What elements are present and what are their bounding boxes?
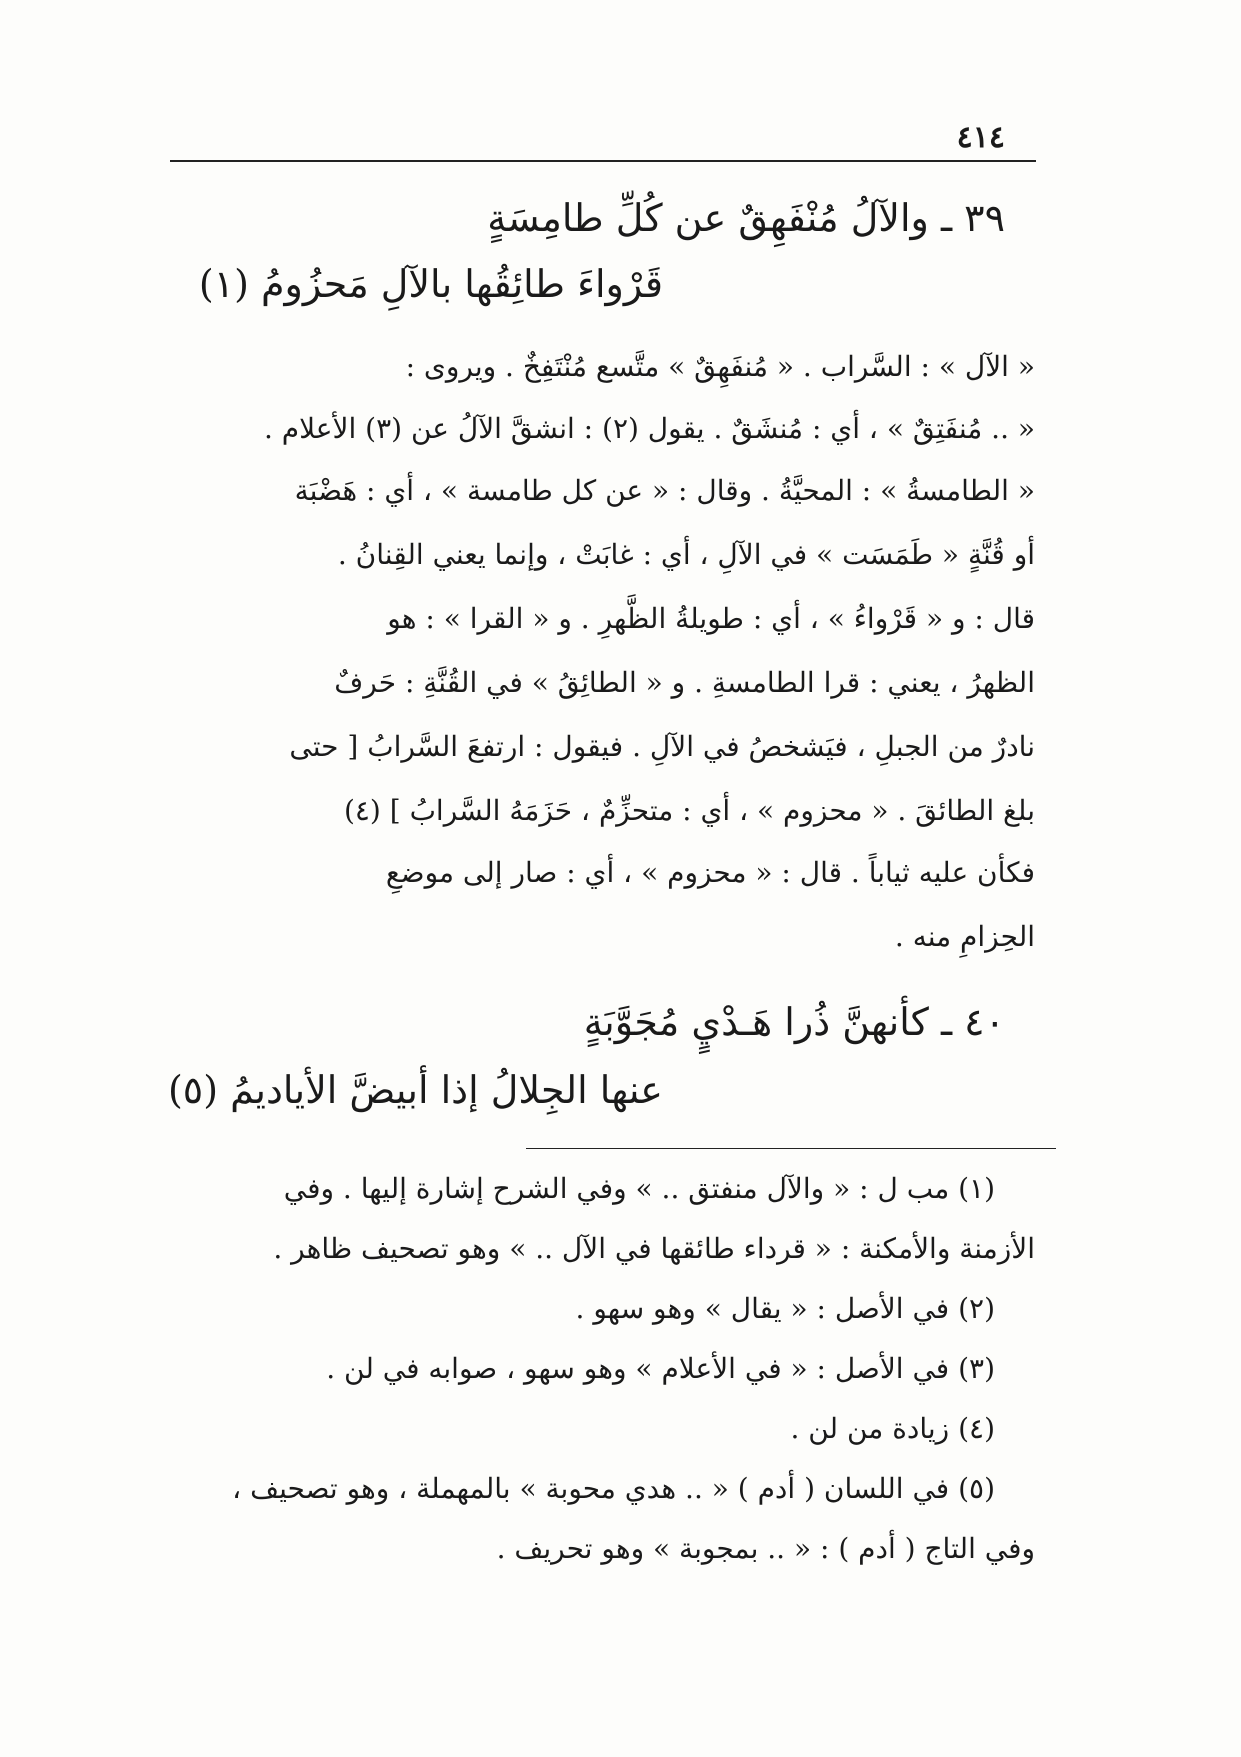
verse-39-line-1: ٣٩ ـ والآلُ مُنْفَهِقٌ عن كُلِّ طامِسَةٍ <box>487 196 1005 240</box>
commentary-line: نادرٌ من الجبلِ ، فيَشخصُ في الآلِ . فيقول : ارتفعَ السَّرابُ [ حتى <box>289 730 1035 763</box>
footnote-5: (٥) في اللسان ( أدم ) « .. هدي محوبة » بالمهملة ، وهو تصحيف ، <box>232 1472 995 1505</box>
verse-40-line-2: عنها الجِلالُ إذا أبيضَّ الأياديمُ (٥) <box>167 1068 663 1112</box>
verse-39-line-2: قَرْواءَ طائِقُها بالآلِ مَحزُومُ (١) <box>198 262 663 306</box>
commentary-line: الظهرُ ، يعني : قرا الطامسةِ . و « الطائِقُ » في القُنَّةِ : حَرفٌ <box>334 666 1035 699</box>
footnote-5-cont: وفي التاج ( أدم ) : « .. بمجوبة » وهو تحريف . <box>496 1532 1035 1565</box>
footnote-2: (٢) في الأصل : « يقال » وهو سهو . <box>575 1292 995 1325</box>
footnote-1: (١) مب ل : « والآل منفتق .. » وفي الشرح إشارة إليها . وفي <box>283 1172 995 1205</box>
commentary-line: « الطامسةُ » : المحيَّةُ . وقال : « عن كل طامسة » ، أي : هَضْبَة <box>294 474 1035 507</box>
footnote-1-cont: الأزمنة والأمكنة : « قرداء طائقها في الآل .. » وهو تصحيف ظاهر . <box>273 1232 1035 1265</box>
page-number: ٤١٤ <box>956 120 1005 155</box>
commentary-line: « الآل » : السَّراب . « مُنفَهِقٌ » متَّسع مُنْتَفِخٌ . ويروى : <box>405 350 1035 383</box>
commentary-line: أو قُنَّةٍ « طَمَسَت » في الآلِ ، أي : غابَتْ ، وإنما يعني القِنانُ . <box>337 538 1035 571</box>
footnote-4: (٤) زيادة من لن . <box>790 1412 995 1445</box>
commentary-line: فكأن عليه ثياباً . قال : « محزوم » ، أي : صار إلى موضعِ <box>385 856 1035 889</box>
footnote-3: (٣) في الأصل : « في الأعلام » وهو سهو ، صوابه في لن . <box>326 1352 995 1385</box>
commentary-line: « .. مُنفَتِقٌ » ، أي : مُنشَقٌ . يقول (٢) : انشقَّ الآلُ عن (٣) الأعلام . <box>263 412 1035 445</box>
commentary-line: بلغ الطائقَ . « محزوم » ، أي : متحزِّمٌ ، حَزَمَهُ السَّرابُ ] (٤) <box>343 794 1035 827</box>
footnote-rule <box>526 1148 1056 1149</box>
commentary-line: الحِزامِ منه . <box>894 920 1035 953</box>
header-rule <box>170 160 1036 162</box>
verse-40-line-1: ٤٠ ـ كأنهنَّ ذُرا هَـدْيٍ مُجَوَّبَةٍ <box>583 1000 1005 1044</box>
commentary-line: قال : و « قَرْواءُ » ، أي : طويلةُ الظَّهرِ . و « القرا » : هو <box>387 602 1035 635</box>
